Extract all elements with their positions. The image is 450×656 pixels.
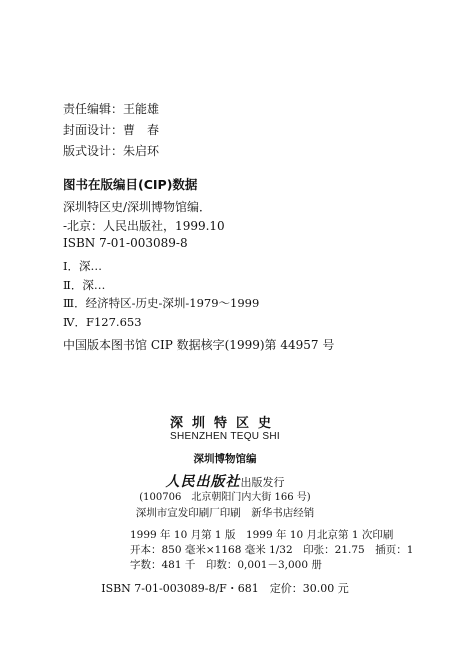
book-title-pinyin: SHENZHEN TEQU SHI: [170, 431, 280, 442]
book-title: 深圳特区史: [169, 416, 280, 431]
cip-subject-1: Ⅰ．深…: [63, 259, 103, 273]
counts-line: 字数：481 千 印数：0,001－3,000 册: [130, 559, 322, 571]
cip-title-line: 深圳特区史/深圳博物馆编．: [63, 200, 212, 214]
credit-editor: 责任编辑：王能雄: [63, 102, 160, 116]
printer-line: 深圳市宣发印刷厂印刷 新华书店经销: [135, 507, 315, 519]
format-line: 开本：850 毫米×1168 毫米 1/32 印张：21.75 插页：1: [130, 544, 414, 556]
cip-publication-line: -北京：人民出版社，1999.10: [63, 219, 225, 233]
cip-isbn: ISBN 7-01-003089-8: [63, 236, 188, 250]
credit-cover-design: 封面设计：曹 春: [63, 123, 160, 137]
publisher-address: (100706 北京朝阳门内大街 166 号): [139, 492, 311, 503]
publisher-logo: 人民出版社: [165, 474, 241, 490]
cip-subject-4: Ⅳ．F127.653: [63, 315, 142, 329]
edition-line: 1999 年 10 月第 1 版 1999 年 10 月北京第 1 次印刷: [130, 529, 394, 541]
publisher-suffix: 出版发行: [240, 476, 285, 489]
book-editor: 深圳博物馆编: [193, 453, 257, 465]
cip-subject-3: Ⅲ．经济特区-历史-深圳-1979～1999: [63, 296, 260, 310]
cip-subject-2: Ⅱ．深…: [63, 278, 106, 292]
credit-layout-design: 版式设计：朱启环: [63, 144, 160, 158]
cip-approval-number: 中国版本图书馆 CIP 数据核字(1999)第 44957 号: [63, 338, 335, 352]
cip-heading: 图书在版编目(CIP)数据: [63, 177, 198, 192]
isbn-price-line: ISBN 7-01-003089-8/F・681 定价：30.00 元: [101, 582, 349, 595]
